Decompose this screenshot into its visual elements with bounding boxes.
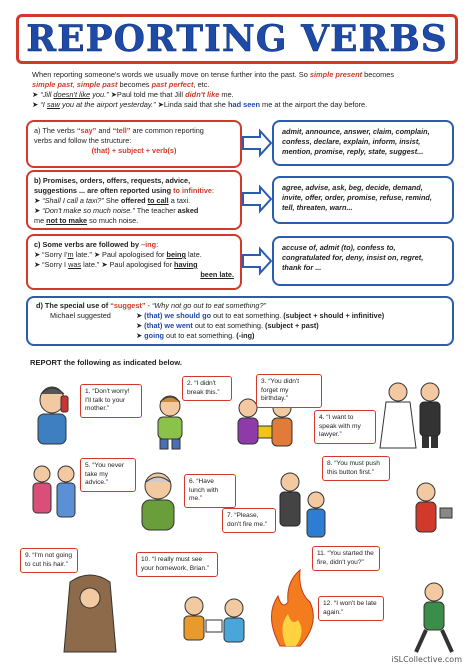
sec-a-tell: “tell” [112, 126, 131, 135]
sec-d-l1b: “suggest” [110, 301, 146, 310]
speech-bubble-2: 2. “I didn't break this.” [182, 376, 232, 401]
speech-bubble-1: 1. “Don't worry! I'll talk to your mother.” [80, 384, 142, 418]
sec-d-l1d: “Why not go out to eat something?” [151, 301, 266, 310]
arrow-right-icon [240, 246, 274, 276]
intro-ex1f: me. [219, 90, 234, 99]
intro-line2d: becomes [117, 80, 152, 89]
section-a-box [26, 120, 242, 168]
intro-ex1a: “Jill [40, 90, 54, 99]
section-b-box [26, 170, 242, 230]
intro-ex2c: you at the airport yesterday.” [60, 100, 156, 109]
bullet-icon: ➤ [32, 100, 39, 109]
intro-ex1c: you.” [90, 90, 109, 99]
barber-figure [56, 572, 124, 658]
fire-figure [260, 566, 320, 650]
page-title: REPORTING VERBS [26, 18, 448, 60]
speech-bubble-7: 7. “Please, don't fire me.” [222, 508, 276, 533]
sec-a-structure: (that) + subject + verb(s) [91, 146, 177, 155]
arrow-right-icon: ➤ [157, 100, 164, 109]
intro-ex2f: me at the airport the day before. [260, 100, 368, 109]
sec-d-o3c: (-ing) [236, 331, 255, 340]
wedding-couple-figure [378, 380, 450, 450]
intro-line1c: becomes [362, 70, 395, 79]
arrow-right-icon: ➤ [93, 250, 100, 259]
speech-bubble-3: 3. “You didn't forget my birthday.” [256, 374, 322, 408]
bullet-icon: ➤ [34, 196, 41, 205]
sec-c-l3d: Paul apologised for [109, 260, 175, 269]
sec-c-l3b: was [68, 260, 82, 269]
sec-c-l2d: Paul apologised for [102, 250, 167, 259]
arrow-right-icon [240, 184, 274, 214]
button-pusher-figure [402, 480, 456, 546]
report-heading: REPORT the following as indicated below. [30, 358, 183, 367]
sec-d-o3a: going [144, 331, 165, 340]
sec-b-l5b: not to make [46, 216, 88, 225]
sec-d-l1a: d) The special use of [36, 301, 111, 310]
running-man-figure [408, 580, 460, 656]
bullet-icon: ➤ [34, 206, 41, 215]
arrow-right-icon: ➤ [110, 90, 117, 99]
sec-b-l2b: to infinitive [173, 186, 212, 195]
homework-figure [178, 592, 250, 648]
sec-c-l2e: being [166, 250, 186, 259]
arrow-right-icon: ➤ [101, 260, 108, 269]
sec-d-o3b: out to eat something. [164, 331, 237, 340]
sec-b-l5c: so much noise. [87, 216, 139, 225]
intro-line2a: simple past [32, 80, 73, 89]
section-c-box [26, 234, 242, 290]
intro-ex1b: doesn't like [53, 90, 91, 99]
sec-a-and: and [96, 126, 113, 135]
sec-d-o1b: out to eat something. [211, 311, 284, 320]
title-banner [16, 14, 458, 64]
bullet-icon: ➤ [32, 90, 39, 99]
boss-employee-figure [274, 470, 330, 544]
sec-b-l3a: “Shall I call a taxi?” [42, 196, 104, 205]
sec-d-subject: Michael suggested [50, 311, 111, 320]
intro-line2c: simple past [76, 80, 118, 89]
intro-ex1e: didn't like [185, 90, 220, 99]
intro-ex2b: saw [46, 100, 60, 109]
sec-a-say: “say” [76, 126, 97, 135]
section-c-verbs: accuse of, admit (to), confess to, congratulated for, deny, insist on, regret, thank for ... [272, 236, 454, 286]
intro-line2b: , [72, 80, 77, 89]
sec-c-l2c: late.” [73, 250, 92, 259]
sec-d-o2a: (that) we went [144, 321, 193, 330]
intro-ex2a: “I [40, 100, 47, 109]
sec-b-l4c: asked [177, 206, 199, 215]
man-on-phone-figure [28, 384, 80, 448]
sec-b-l1: b) Promises, orders, offers, requests, advice, [34, 176, 191, 185]
speech-bubble-4: 4. “I want to speak with my lawyer.” [314, 410, 376, 444]
sec-c-l4: been late. [200, 270, 234, 279]
sec-d-o1a: (that) we should go [144, 311, 212, 320]
intro-ex2e: had seen [227, 100, 260, 109]
sec-c-l3e: having [174, 260, 198, 269]
sec-d-l1c: - [145, 301, 152, 310]
intro-line2e: past perfect [151, 80, 194, 89]
sec-c-l1b: –ing [141, 240, 157, 249]
speech-bubble-8: 8. “You must push this button first.” [322, 456, 390, 481]
speech-bubble-10: 10. “I really must see your homework, Brian.” [136, 552, 218, 577]
speech-bubble-11: 11. “You started the fire, didn't you?” [312, 546, 380, 571]
sec-d-o2b: out to eat something. [192, 321, 266, 330]
intro-line1a: When reporting someone's words we usually move on tense further into the past. So [32, 70, 310, 79]
intro-ex2d: Linda said that she [163, 100, 228, 109]
arrow-right-icon [240, 128, 274, 158]
sec-b-l4b: The teacher [134, 206, 178, 215]
site-credit: iSLCollective.com [391, 655, 462, 664]
intro-line2f: , etc. [193, 80, 210, 89]
section-b-verbs: agree, advise, ask, beg, decide, demand, invite, offer, order, promise, refuse, remind, tell, threaten, warn... [272, 176, 454, 224]
bullet-icon: ➤ [136, 311, 143, 320]
sec-b-l3e: to call [147, 196, 169, 205]
bullet-icon: ➤ [136, 331, 143, 340]
arguing-couple-figure [28, 462, 80, 530]
intro-line1b: simple present [309, 70, 363, 79]
speech-bubble-9: 9. “I'm not going to cut his hair.” [20, 548, 78, 573]
speech-bubble-12: 12. “I won't be late again.” [318, 596, 384, 621]
section-a-verbs: admit, announce, answer, claim, complain, confess, declare, explain, inform, insist, mention, promise, reply, state, suggest... [272, 120, 454, 166]
speech-bubble-5: 5. “You never take my advice.” [80, 458, 136, 492]
bullet-icon: ➤ [34, 260, 41, 269]
sec-b-l4a: “Don't make so much noise.” [42, 206, 135, 215]
sec-d-o1c: (subject + should + infinitive) [283, 311, 385, 320]
sec-b-l3f: a taxi. [168, 196, 191, 205]
section-d-box [26, 296, 454, 346]
sec-c-l2a: “Sorry I' [42, 250, 68, 259]
sec-a-l2: verbs and follow the structure: [34, 136, 132, 145]
sec-c-l3c: late.” [81, 260, 100, 269]
sec-a-l1b: are common reporting [130, 126, 204, 135]
sec-b-l2c: : [212, 186, 215, 195]
bullet-icon: ➤ [34, 250, 41, 259]
bullet-icon: ➤ [136, 321, 143, 330]
sec-c-l2b: m [67, 250, 74, 259]
sec-c-l1a: c) Some verbs are followed by [34, 240, 142, 249]
sec-b-l3b: She [103, 196, 121, 205]
sec-c-l1c: : [156, 240, 159, 249]
speech-bubble-6: 6. “Have lunch with me.” [184, 474, 236, 508]
sec-c-l3a: “Sorry I [42, 260, 69, 269]
sec-c-l2f: late. [185, 250, 202, 259]
sec-a-l1a: a) The verbs [34, 126, 77, 135]
intro-ex1d: Paul told me that Jill [116, 90, 186, 99]
sec-b-l3c: offered [120, 196, 146, 205]
intro-text [32, 70, 452, 110]
sec-b-l5a: me [34, 216, 47, 225]
old-man-figure [132, 470, 188, 536]
sec-b-l2a: suggestions ... are often reported using [34, 186, 174, 195]
sec-d-o2c: (subject + past) [265, 321, 319, 330]
